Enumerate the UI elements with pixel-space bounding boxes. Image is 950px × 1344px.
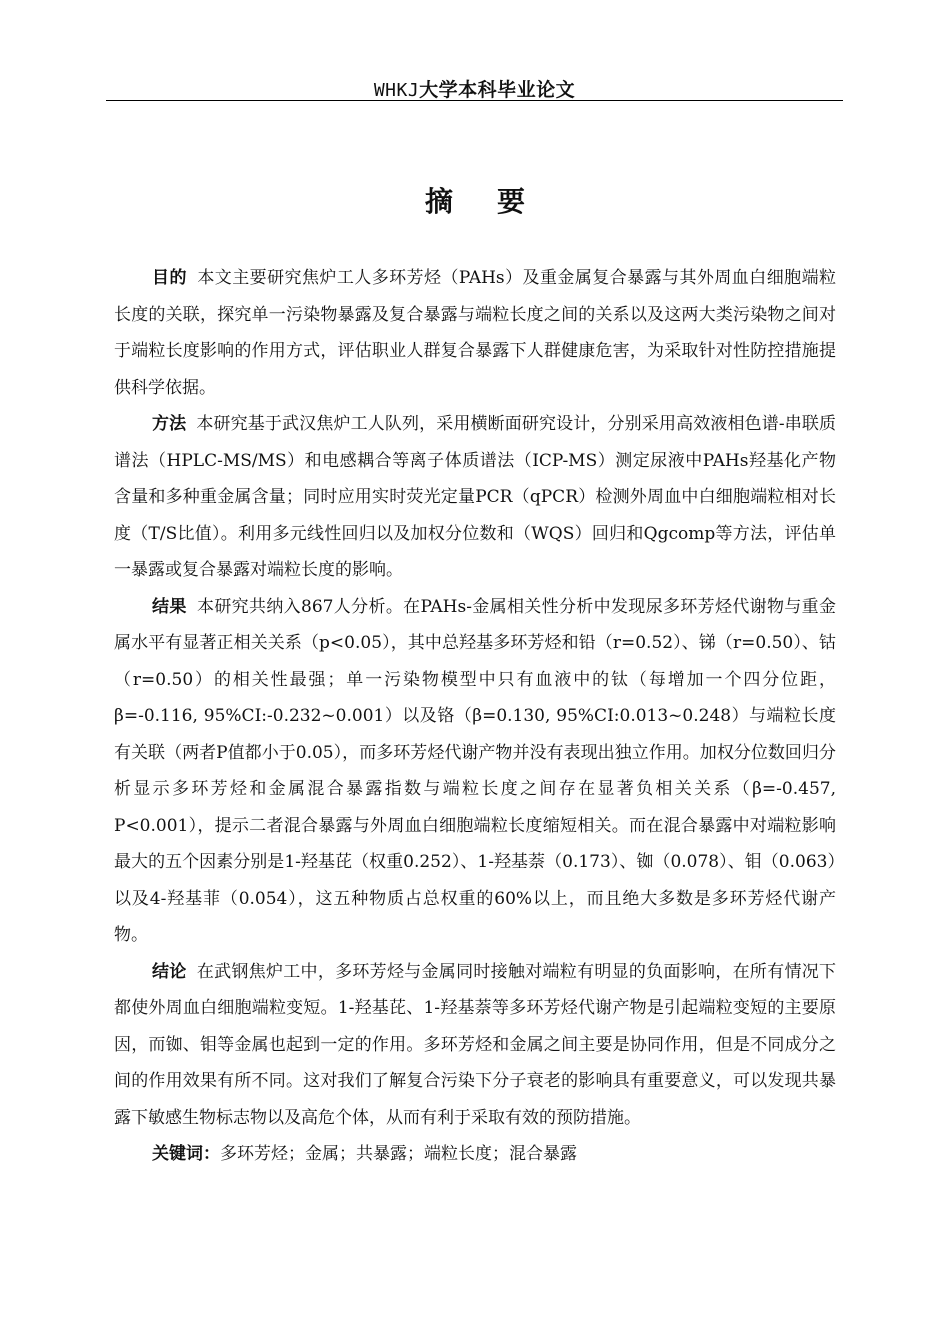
keywords-text: 多环芳烃；金属；共暴露；端粒长度；混合暴露 [220,1144,577,1164]
section-methods [114,406,836,589]
section-objective-text: 本文主要研究焦炉工人多环芳烃（PAHs）及重金属复合暴露与其外周血白细胞端粒长度的关联，探究单一污染物暴露及复合暴露与端粒长度之间的关系以及这两大类污染物之间对于端粒长度影响的作用方式，评估职业人群复合暴露下人群健康危害，为采取针对性防控措施提供科学依据。 [114,268,837,398]
header-thesis-type: 大学本科毕业论文 [419,79,576,101]
keywords [114,1136,836,1173]
header-university-code: WHKJ [373,80,420,101]
section-results-text: 本研究共纳入867人分析。在PAHs-金属相关性分析中发现尿多环芳烃代谢物与重金属水平有显著正相关关系（p<0.05），其中总羟基多环芳烃和铅（r=0.52）、锑（r=0.50）、钴（r=0.50）的相关性最强；单一污染物模型中只有血液中的钛（每增加一个四分位距，β=-0.116, 95%CI:-0.232~0.001）以及铬（β=0.130, 95%CI:0.013~0.248）与端粒长度有关联（两者P值都小于0.05），而多环芳烃代谢产物并没有表现出独立作用。加权分位数回归分析显示多环芳烃和金属混合暴露指数与端粒长度之间存在显著负相关关系（β=-0.457, P<0.001），提示二者混合暴露与外周血白细胞端粒长度缩短相关。而在混合暴露中对端粒影响最大的五个因素分别是1-羟基芘（权重0.252）、1-羟基萘（0.173）、铷（0.078）、钼（0.063）以及4-羟基菲（0.054），这五种物质占总权重的60%以上，而且绝大多数是多环芳烃代谢产物。 [114,596,836,945]
section-methods-text: 本研究基于武汉焦炉工人队列，采用横断面研究设计，分别采用高效液相色谱-串联质谱法（HPLC-MS/MS）和电感耦合等离子体质谱法（ICP-MS）测定尿液中PAHs羟基化产物含量和多种重金属含量；同时应用实时荧光定量PCR（qPCR）检测外周血中白细胞端粒相对长度（T/S比值）。利用多元线性回归以及加权分位数和（WQS）回归和Qgcomp等方法，评估单一暴露或复合暴露对端粒长度的影响。 [114,414,836,580]
abstract-title: 摘要 [424,185,569,218]
section-conclusion-text: 在武钢焦炉工中，多环芳烃与金属同时接触对端粒有明显的负面影响，在所有情况下都使外周血白细胞端粒变短。1-羟基芘、1-羟基萘等多环芳烃代谢产物是引起端粒变短的主要原因，而铷、钼等金属也起到一定的作用。多环芳烃和金属之间主要是协同作用，但是不同成分之间的作用效果有所不同。这对我们了解复合污染下分子衰老的影响具有重要意义，可以发现共暴露下敏感生物标志物以及高危个体，从而有利于采取有效的预防措施。 [114,961,837,1128]
section-objective-label: 目的 [152,268,187,288]
section-conclusion-label: 结论 [152,961,187,982]
section-methods-label: 方法 [152,414,187,434]
section-conclusion [114,954,836,1137]
section-objective [114,260,836,406]
keywords-label: 关键词： [152,1144,220,1164]
header-title [106,75,843,102]
abstract-body [114,260,836,1173]
section-results-label: 结果 [152,596,187,617]
section-results [114,589,836,954]
page-header [106,70,843,101]
